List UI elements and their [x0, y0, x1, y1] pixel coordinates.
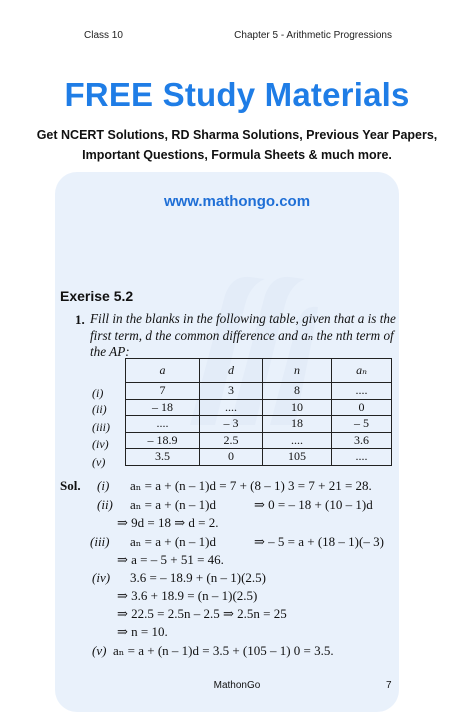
table-cell: – 5	[332, 416, 392, 433]
table-header: aₙ	[332, 359, 392, 383]
table-header-row	[126, 359, 392, 383]
table-row	[126, 432, 392, 449]
table-cell: 7	[126, 383, 200, 400]
table-cell: 0	[200, 449, 263, 466]
table-cell: 105	[263, 449, 332, 466]
table-cell: ....	[332, 449, 392, 466]
solution-tag: (iii)	[90, 534, 110, 549]
table-cell: ....	[126, 416, 200, 433]
table-cell: 18	[263, 416, 332, 433]
header-class-label: Class 10	[84, 30, 123, 41]
solution-tag: (i)	[97, 478, 110, 493]
solution-tag: (iv)	[92, 570, 111, 585]
table-row	[126, 416, 392, 433]
table-cell: 3.5	[126, 449, 200, 466]
solution-line: aₙ = a + (n – 1)d = 7 + (8 – 1) 3 = 7 + 21 = 28.	[130, 478, 372, 493]
header-chapter-label: Chapter 5 - Arithmetic Progressions	[234, 30, 392, 41]
solution-line: ⇒ n = 10.	[117, 624, 168, 639]
table-cell: ....	[263, 432, 332, 449]
table-header: d	[200, 359, 263, 383]
solution-tag: (ii)	[97, 497, 113, 512]
solution-line: ⇒ 3.6 + 18.9 = (n – 1)(2.5)	[117, 588, 258, 603]
banner-subtitle-line1: Get NCERT Solutions, RD Sharma Solutions, Previous Year Papers,	[36, 128, 438, 142]
table-header: a	[126, 359, 200, 383]
table-cell: – 18.9	[126, 432, 200, 449]
table-cell: 8	[263, 383, 332, 400]
row-label: (v)	[92, 455, 106, 469]
solution-line: aₙ = a + (n – 1)d = 3.5 + (105 – 1) 0 = 3.5.	[113, 643, 334, 658]
solution-line: 3.6 = – 18.9 + (n – 1)(2.5)	[130, 570, 266, 585]
row-label: (ii)	[92, 402, 107, 416]
question-text	[90, 311, 422, 361]
solution-line: aₙ = a + (n – 1)d	[130, 534, 216, 549]
solution-label: Sol.	[60, 478, 81, 493]
solution-line: ⇒ a = – 5 + 51 = 46.	[117, 552, 224, 567]
banner-subtitle-line2: Important Questions, Formula Sheets & much more.	[82, 148, 392, 162]
table-row	[126, 449, 392, 466]
table-row	[126, 383, 392, 400]
table-row	[126, 399, 392, 416]
banner-title: FREE Study Materials	[64, 76, 410, 113]
solution-line: ⇒ 22.5 = 2.5n – 2.5 ⇒ 2.5n = 25	[117, 606, 287, 621]
footer-brand: MathonGo	[213, 680, 261, 691]
solution-line: ⇒ 9d = 18 ⇒ d = 2.	[117, 515, 219, 530]
table-cell: 0	[332, 399, 392, 416]
table-cell: – 18	[126, 399, 200, 416]
solution-line: ⇒ 0 = – 18 + (10 – 1)d	[254, 497, 373, 512]
question-line: first term, d the common difference and aₙ the nth term of	[90, 327, 394, 343]
table-cell: – 3	[200, 416, 263, 433]
table-header: n	[263, 359, 332, 383]
website-link[interactable]: www.mathongo.com	[163, 193, 311, 210]
table-cell: 10	[263, 399, 332, 416]
table-cell: ....	[332, 383, 392, 400]
question-line: Fill in the blanks in the following table, given that a is the	[90, 311, 396, 326]
question-number: 1.	[75, 312, 85, 327]
section-title: Exerise 5.2	[60, 288, 134, 304]
table-cell: 3	[200, 383, 263, 400]
table-cell: 2.5	[200, 432, 263, 449]
solution-line: ⇒ – 5 = a + (18 – 1)(– 3)	[254, 534, 384, 549]
ap-table	[125, 358, 392, 466]
footer-page-number: 7	[386, 680, 392, 691]
row-label: (iv)	[92, 437, 109, 451]
row-label: (iii)	[92, 420, 110, 434]
table-cell: 3.6	[332, 432, 392, 449]
row-label: (i)	[92, 386, 104, 400]
solution-tag: (v)	[92, 643, 107, 658]
question-line: the AP:	[90, 344, 130, 359]
solution-line: aₙ = a + (n – 1)d	[130, 497, 216, 512]
table-cell: ....	[200, 399, 263, 416]
